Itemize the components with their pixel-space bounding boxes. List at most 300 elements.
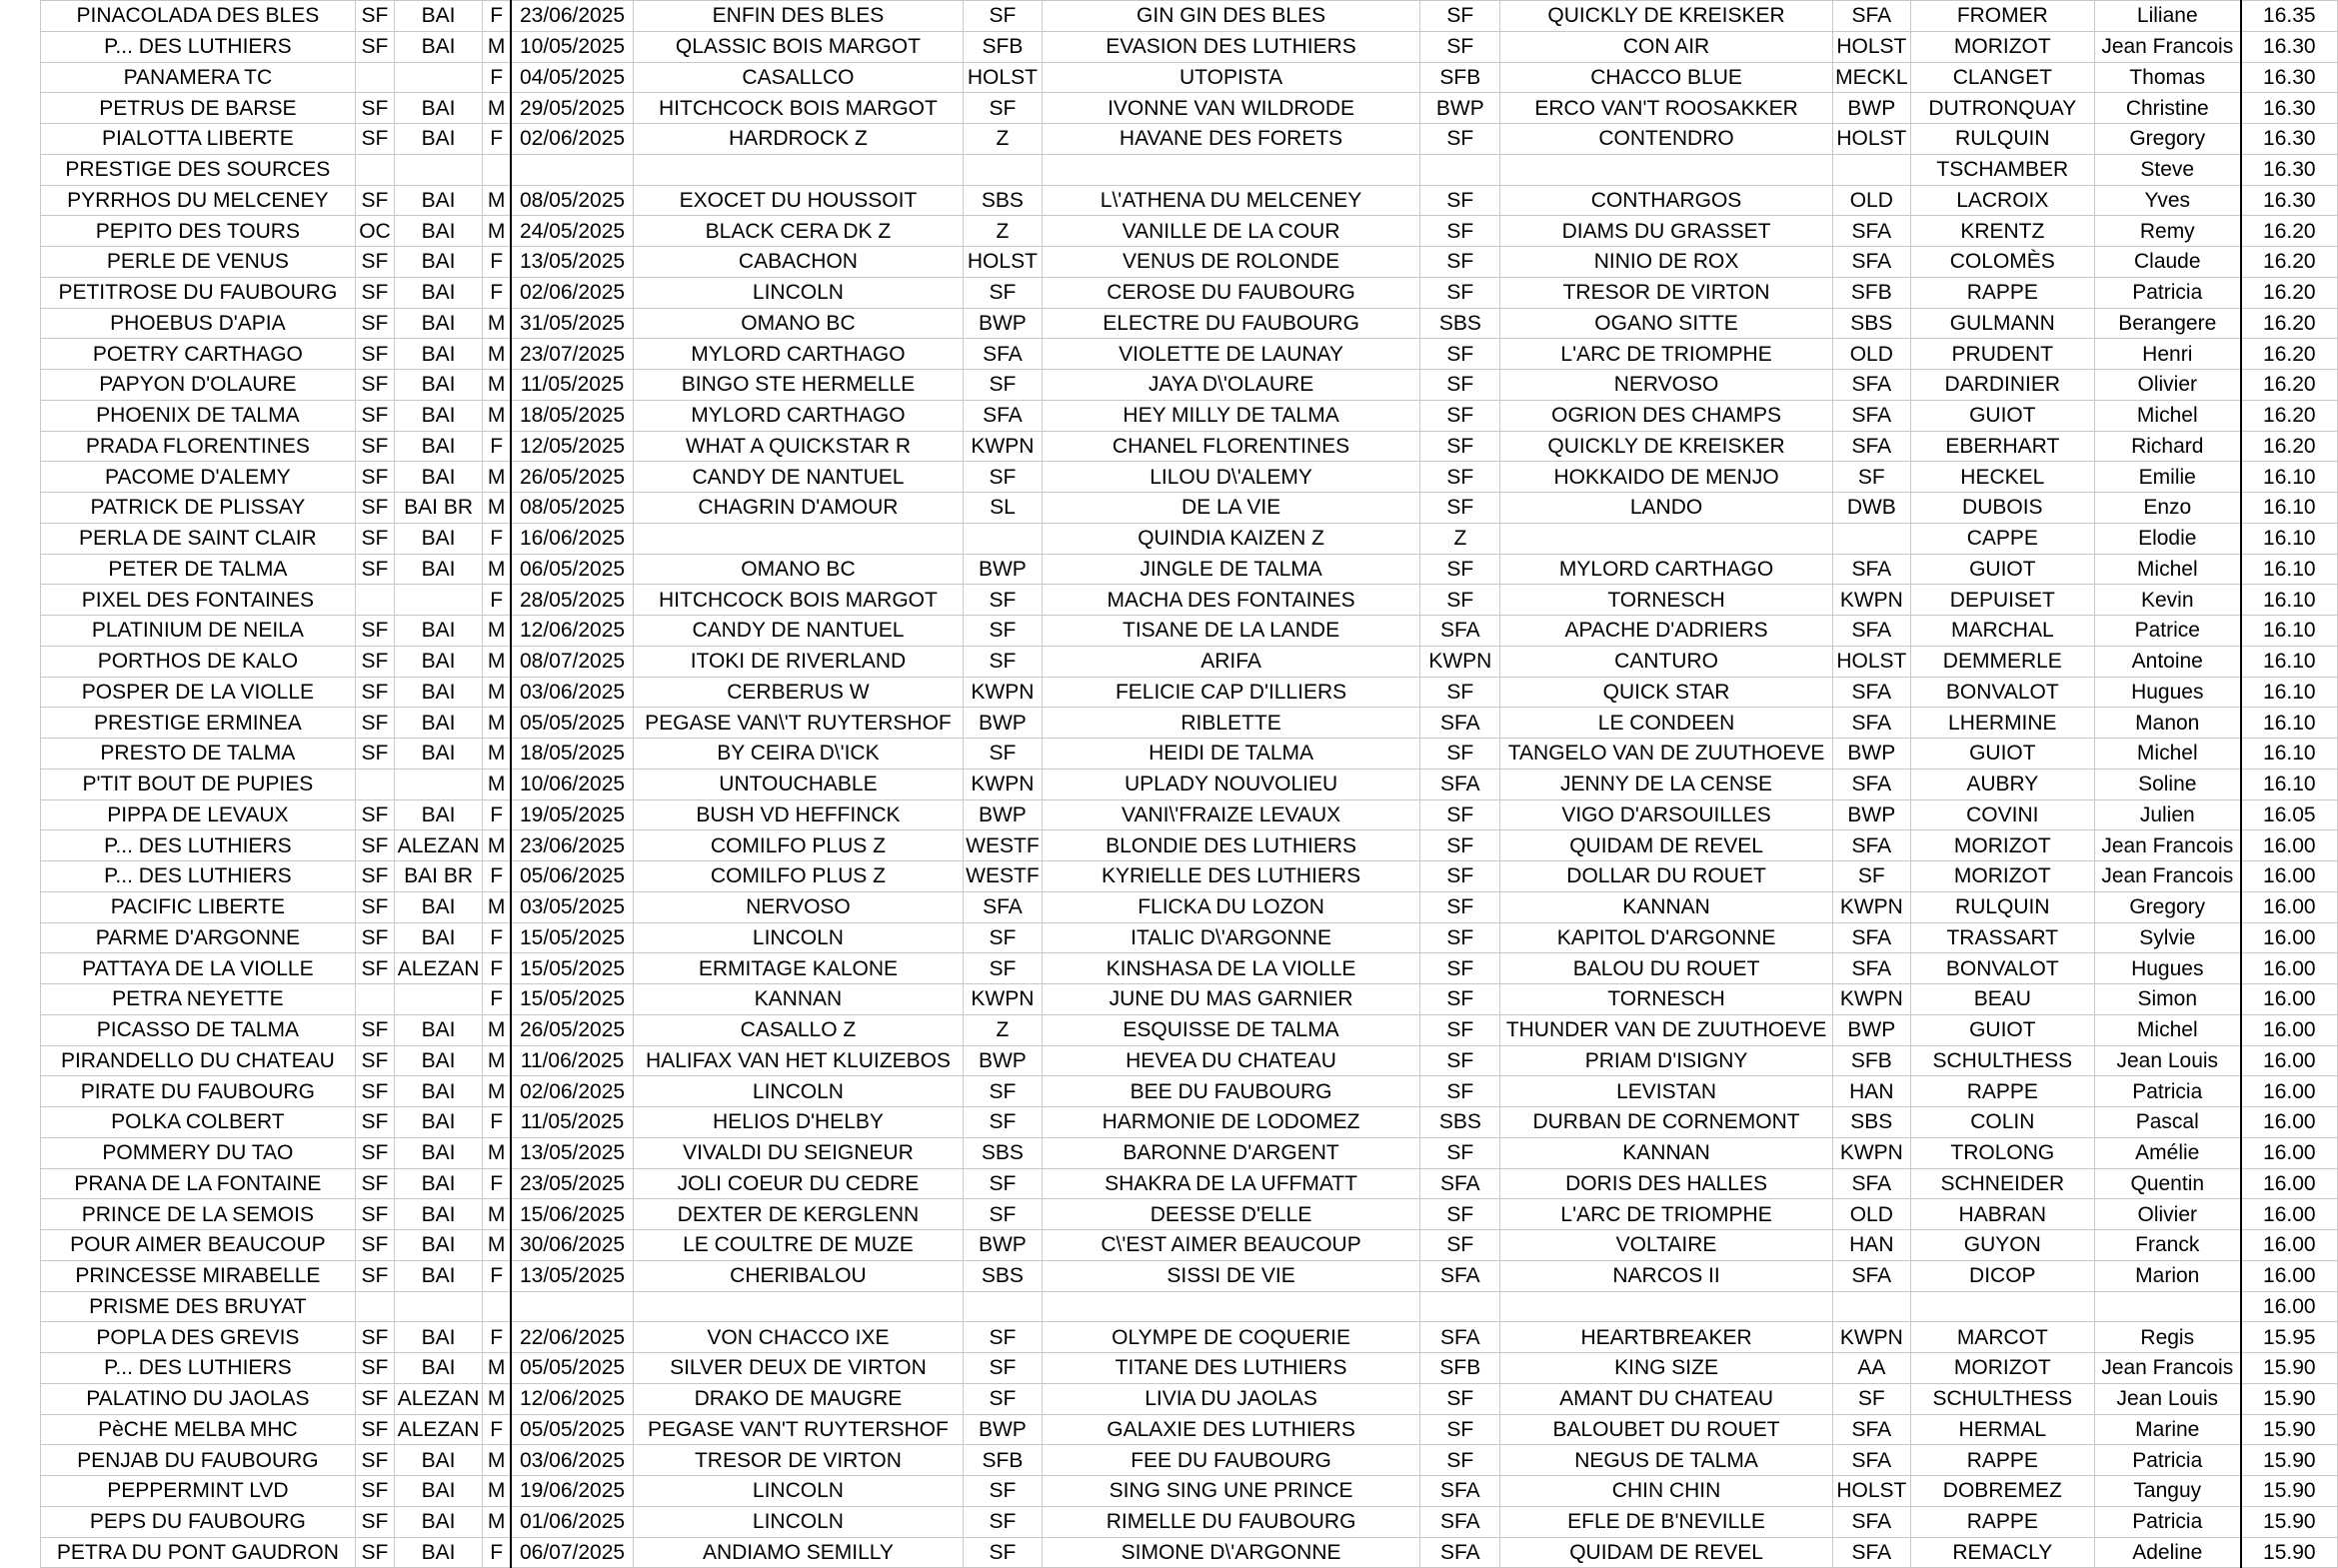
sex-cell: M: [482, 708, 511, 739]
breed-cell: SF: [355, 247, 394, 278]
owner-first-name-cell: Marion: [2094, 1260, 2240, 1291]
score-cell: 16.20: [2241, 431, 2338, 462]
horse-name-cell: PICASSO DE TALMA: [41, 1014, 356, 1045]
sire-breed-cell: SF: [964, 739, 1043, 770]
horse-name-cell: PETRA DU PONT GAUDRON: [41, 1537, 356, 1568]
color-cell: BAI: [395, 1014, 483, 1045]
sex-cell: M: [482, 370, 511, 401]
score-cell: 16.10: [2241, 677, 2338, 708]
dam-breed-cell: [1420, 154, 1500, 185]
score-cell: 16.30: [2241, 93, 2338, 124]
birth-date-cell: 12/06/2025: [511, 616, 633, 647]
birth-date-cell: 05/05/2025: [511, 1353, 633, 1384]
dam-cell: DEESSE D'ELLE: [1042, 1199, 1420, 1230]
sire-breed-cell: SF: [964, 1506, 1043, 1537]
dam-cell: VANI\'FRAIZE LEVAUX: [1042, 799, 1420, 830]
dam-cell: GIN GIN DES BLES: [1042, 1, 1420, 32]
owner-last-name-cell: RAPPE: [1910, 1506, 2094, 1537]
dam-sire-cell: BALOU DU ROUET: [1500, 953, 1833, 984]
sire-cell: NERVOSO: [633, 891, 963, 922]
owner-first-name-cell: [2094, 1291, 2240, 1322]
dam-sire-cell: KANNAN: [1500, 1137, 1833, 1168]
sex-cell: F: [482, 523, 511, 554]
score-cell: 16.00: [2241, 922, 2338, 953]
horse-name-cell: PHOEBUS D'APIA: [41, 308, 356, 339]
breed-cell: SF: [355, 1014, 394, 1045]
sire-cell: HITCHCOCK BOIS MARGOT: [633, 93, 963, 124]
breed-cell: SF: [355, 1168, 394, 1199]
owner-first-name-cell: Michel: [2094, 1014, 2240, 1045]
table-row: [41, 462, 2338, 493]
birth-date-cell: 03/06/2025: [511, 677, 633, 708]
dam-breed-cell: SFA: [1420, 1476, 1500, 1507]
birth-date-cell: 22/06/2025: [511, 1322, 633, 1353]
dam-sire-cell: CON AIR: [1500, 31, 1833, 62]
sire-cell: MYLORD CARTHAGO: [633, 339, 963, 370]
sex-cell: F: [482, 861, 511, 892]
score-cell: 15.90: [2241, 1537, 2338, 1568]
dam-sire-cell: NERVOSO: [1500, 370, 1833, 401]
dam-cell: FELICIE CAP D'ILLIERS: [1042, 677, 1420, 708]
sire-breed-cell: BWP: [964, 1230, 1043, 1261]
table-row: [41, 554, 2338, 585]
sire-breed-cell: BWP: [964, 1414, 1043, 1445]
horse-name-cell: P'TIT BOUT DE PUPIES: [41, 769, 356, 799]
horse-name-cell: PERLA DE SAINT CLAIR: [41, 523, 356, 554]
sire-breed-cell: Z: [964, 1014, 1043, 1045]
dam-sire-breed-cell: SFA: [1832, 1414, 1910, 1445]
dam-cell: HEIDI DE TALMA: [1042, 739, 1420, 770]
score-cell: 16.00: [2241, 861, 2338, 892]
owner-last-name-cell: CAPPE: [1910, 523, 2094, 554]
breed-cell: SF: [355, 1476, 394, 1507]
color-cell: BAI: [395, 1260, 483, 1291]
sire-breed-cell: SF: [964, 953, 1043, 984]
score-cell: 16.20: [2241, 277, 2338, 308]
owner-first-name-cell: Michel: [2094, 739, 2240, 770]
score-cell: 16.00: [2241, 1045, 2338, 1076]
breed-cell: SF: [355, 523, 394, 554]
dam-sire-cell: TANGELO VAN DE ZUUTHOEVE: [1500, 739, 1833, 770]
color-cell: BAI: [395, 216, 483, 247]
dam-cell: ESQUISSE DE TALMA: [1042, 1014, 1420, 1045]
owner-last-name-cell: KRENTZ: [1910, 216, 2094, 247]
sire-cell: BINGO STE HERMELLE: [633, 370, 963, 401]
breed-cell: SF: [355, 339, 394, 370]
birth-date-cell: 13/05/2025: [511, 1260, 633, 1291]
breed-cell: SF: [355, 124, 394, 155]
sire-breed-cell: SF: [964, 1168, 1043, 1199]
breed-cell: SF: [355, 799, 394, 830]
breed-cell: SF: [355, 922, 394, 953]
owner-last-name-cell: MARCOT: [1910, 1322, 2094, 1353]
breed-cell: SF: [355, 277, 394, 308]
birth-date-cell: 08/05/2025: [511, 493, 633, 524]
sire-breed-cell: SF: [964, 1476, 1043, 1507]
dam-cell: CEROSE DU FAUBOURG: [1042, 277, 1420, 308]
dam-sire-breed-cell: SF: [1832, 1383, 1910, 1414]
color-cell: BAI: [395, 1353, 483, 1384]
dam-sire-cell: QUICKLY DE KREISKER: [1500, 1, 1833, 32]
horse-name-cell: PRISME DES BRUYAT: [41, 1291, 356, 1322]
breed-cell: [355, 1291, 394, 1322]
sex-cell: M: [482, 1353, 511, 1384]
dam-breed-cell: SBS: [1420, 1107, 1500, 1138]
table-row: [41, 400, 2338, 431]
dam-sire-breed-cell: SFB: [1832, 277, 1910, 308]
score-cell: 16.00: [2241, 1230, 2338, 1261]
birth-date-cell: 19/05/2025: [511, 799, 633, 830]
sire-breed-cell: SF: [964, 1107, 1043, 1138]
sex-cell: F: [482, 984, 511, 1015]
table-row: [41, 1137, 2338, 1168]
owner-first-name-cell: Hugues: [2094, 953, 2240, 984]
dam-cell: ITALIC D\'ARGONNE: [1042, 922, 1420, 953]
sire-breed-cell: HOLST: [964, 62, 1043, 93]
dam-sire-cell: VOLTAIRE: [1500, 1230, 1833, 1261]
table-row: [41, 154, 2338, 185]
color-cell: BAI: [395, 1199, 483, 1230]
birth-date-cell: 30/06/2025: [511, 1230, 633, 1261]
dam-sire-breed-cell: [1832, 154, 1910, 185]
sire-cell: [633, 523, 963, 554]
breed-cell: SF: [355, 31, 394, 62]
sire-cell: ERMITAGE KALONE: [633, 953, 963, 984]
color-cell: BAI: [395, 1322, 483, 1353]
dam-cell: HARMONIE DE LODOMEZ: [1042, 1107, 1420, 1138]
horse-name-cell: PIALOTTA LIBERTE: [41, 124, 356, 155]
dam-cell: SIMONE D\'ARGONNE: [1042, 1537, 1420, 1568]
dam-cell: ARIFA: [1042, 646, 1420, 677]
owner-first-name-cell: Steve: [2094, 154, 2240, 185]
table-row: [41, 308, 2338, 339]
breed-cell: SF: [355, 1353, 394, 1384]
owner-last-name-cell: TSCHAMBER: [1910, 154, 2094, 185]
breed-cell: SF: [355, 1230, 394, 1261]
color-cell: [395, 585, 483, 616]
sex-cell: M: [482, 462, 511, 493]
score-cell: 16.10: [2241, 523, 2338, 554]
birth-date-cell: 23/06/2025: [511, 1, 633, 32]
table-row: [41, 1476, 2338, 1507]
color-cell: BAI: [395, 185, 483, 216]
breed-cell: [355, 984, 394, 1015]
color-cell: ALEZAN: [395, 1383, 483, 1414]
breed-cell: SF: [355, 1537, 394, 1568]
sire-cell: BLACK CERA DK Z: [633, 216, 963, 247]
dam-sire-cell: LEVISTAN: [1500, 1076, 1833, 1107]
color-cell: BAI: [395, 93, 483, 124]
sire-cell: VON CHACCO IXE: [633, 1322, 963, 1353]
dam-sire-cell: L'ARC DE TRIOMPHE: [1500, 339, 1833, 370]
color-cell: [395, 154, 483, 185]
dam-sire-cell: TORNESCH: [1500, 585, 1833, 616]
birth-date-cell: 06/05/2025: [511, 554, 633, 585]
dam-sire-breed-cell: HOLST: [1832, 1476, 1910, 1507]
sex-cell: M: [482, 677, 511, 708]
birth-date-cell: 08/05/2025: [511, 185, 633, 216]
sex-cell: M: [482, 646, 511, 677]
sire-breed-cell: SFA: [964, 400, 1043, 431]
dam-cell: HAVANE DES FORETS: [1042, 124, 1420, 155]
sex-cell: F: [482, 1, 511, 32]
sex-cell: M: [482, 830, 511, 861]
dam-cell: FEE DU FAUBOURG: [1042, 1445, 1420, 1476]
color-cell: BAI: [395, 1, 483, 32]
table-row: [41, 799, 2338, 830]
dam-sire-breed-cell: OLD: [1832, 185, 1910, 216]
dam-sire-cell: CANTURO: [1500, 646, 1833, 677]
dam-sire-breed-cell: HOLST: [1832, 124, 1910, 155]
sex-cell: M: [482, 1199, 511, 1230]
owner-last-name-cell: BEAU: [1910, 984, 2094, 1015]
dam-sire-cell: DOLLAR DU ROUET: [1500, 861, 1833, 892]
sire-breed-cell: SF: [964, 277, 1043, 308]
dam-cell: VIOLETTE DE LAUNAY: [1042, 339, 1420, 370]
sire-breed-cell: BWP: [964, 708, 1043, 739]
horse-name-cell: PRESTO DE TALMA: [41, 739, 356, 770]
table-row: [41, 1291, 2338, 1322]
dam-cell: SISSI DE VIE: [1042, 1260, 1420, 1291]
score-cell: 15.90: [2241, 1476, 2338, 1507]
owner-first-name-cell: Remy: [2094, 216, 2240, 247]
score-cell: 16.20: [2241, 308, 2338, 339]
dam-cell: LIVIA DU JAOLAS: [1042, 1383, 1420, 1414]
breed-cell: SF: [355, 830, 394, 861]
birth-date-cell: 11/05/2025: [511, 370, 633, 401]
color-cell: BAI: [395, 1230, 483, 1261]
sire-cell: CASALLO Z: [633, 1014, 963, 1045]
sire-breed-cell: BWP: [964, 1045, 1043, 1076]
breed-cell: SF: [355, 554, 394, 585]
owner-last-name-cell: BONVALOT: [1910, 677, 2094, 708]
dam-breed-cell: BWP: [1420, 93, 1500, 124]
breed-cell: [355, 154, 394, 185]
dam-breed-cell: Z: [1420, 523, 1500, 554]
dam-breed-cell: SFB: [1420, 1353, 1500, 1384]
score-cell: 16.30: [2241, 31, 2338, 62]
dam-cell: SHAKRA DE LA UFFMATT: [1042, 1168, 1420, 1199]
horse-name-cell: POETRY CARTHAGO: [41, 339, 356, 370]
dam-sire-breed-cell: SBS: [1832, 308, 1910, 339]
sire-breed-cell: SF: [964, 922, 1043, 953]
score-cell: 16.00: [2241, 1137, 2338, 1168]
score-cell: 16.10: [2241, 646, 2338, 677]
dam-breed-cell: SF: [1420, 984, 1500, 1015]
sex-cell: M: [482, 308, 511, 339]
score-cell: 15.90: [2241, 1414, 2338, 1445]
breed-cell: SF: [355, 1199, 394, 1230]
sire-breed-cell: SF: [964, 462, 1043, 493]
dam-cell: FLICKA DU LOZON: [1042, 891, 1420, 922]
dam-sire-cell: ERCO VAN'T ROOSAKKER: [1500, 93, 1833, 124]
table-row: [41, 769, 2338, 799]
dam-sire-breed-cell: BWP: [1832, 93, 1910, 124]
dam-cell: BLONDIE DES LUTHIERS: [1042, 830, 1420, 861]
dam-breed-cell: SF: [1420, 1199, 1500, 1230]
dam-sire-cell: QUIDAM DE REVEL: [1500, 830, 1833, 861]
sire-breed-cell: SF: [964, 1537, 1043, 1568]
dam-breed-cell: SF: [1420, 1230, 1500, 1261]
breed-cell: SF: [355, 1137, 394, 1168]
horse-name-cell: POLKA COLBERT: [41, 1107, 356, 1138]
table-row: [41, 216, 2338, 247]
score-cell: 15.90: [2241, 1506, 2338, 1537]
sire-cell: WHAT A QUICKSTAR R: [633, 431, 963, 462]
horse-name-cell: PRESTIGE DES SOURCES: [41, 154, 356, 185]
owner-last-name-cell: [1910, 1291, 2094, 1322]
birth-date-cell: 03/06/2025: [511, 1445, 633, 1476]
color-cell: BAI: [395, 431, 483, 462]
dam-sire-cell: OGRION DES CHAMPS: [1500, 400, 1833, 431]
score-cell: 16.10: [2241, 616, 2338, 647]
dam-breed-cell: SF: [1420, 799, 1500, 830]
dam-cell: JAYA D\'OLAURE: [1042, 370, 1420, 401]
dam-breed-cell: SFA: [1420, 769, 1500, 799]
birth-date-cell: 28/05/2025: [511, 585, 633, 616]
birth-date-cell: 29/05/2025: [511, 93, 633, 124]
dam-sire-cell: KING SIZE: [1500, 1353, 1833, 1384]
breed-cell: [355, 62, 394, 93]
birth-date-cell: 18/05/2025: [511, 739, 633, 770]
owner-first-name-cell: Marine: [2094, 1414, 2240, 1445]
owner-first-name-cell: Pascal: [2094, 1107, 2240, 1138]
score-cell: 16.30: [2241, 154, 2338, 185]
dam-cell: HEY MILLY DE TALMA: [1042, 400, 1420, 431]
dam-sire-cell: DURBAN DE CORNEMONT: [1500, 1107, 1833, 1138]
horse-name-cell: PERLE DE VENUS: [41, 247, 356, 278]
sire-breed-cell: SF: [964, 93, 1043, 124]
table-row: [41, 1322, 2338, 1353]
sire-cell: LINCOLN: [633, 1076, 963, 1107]
dam-breed-cell: SFA: [1420, 1537, 1500, 1568]
dam-cell: SING SING UNE PRINCE: [1042, 1476, 1420, 1507]
dam-sire-cell: [1500, 154, 1833, 185]
owner-last-name-cell: DOBREMEZ: [1910, 1476, 2094, 1507]
owner-first-name-cell: Quentin: [2094, 1168, 2240, 1199]
owner-last-name-cell: DARDINIER: [1910, 370, 2094, 401]
owner-last-name-cell: SCHNEIDER: [1910, 1168, 2094, 1199]
owner-last-name-cell: AUBRY: [1910, 769, 2094, 799]
sire-breed-cell: BWP: [964, 308, 1043, 339]
color-cell: BAI: [395, 1506, 483, 1537]
breed-cell: SF: [355, 1322, 394, 1353]
sire-breed-cell: SL: [964, 493, 1043, 524]
sire-cell: CHAGRIN D'AMOUR: [633, 493, 963, 524]
dam-breed-cell: SF: [1420, 830, 1500, 861]
owner-last-name-cell: RULQUIN: [1910, 124, 2094, 155]
dam-sire-cell: HOKKAIDO DE MENJO: [1500, 462, 1833, 493]
color-cell: BAI: [395, 308, 483, 339]
dam-sire-breed-cell: OLD: [1832, 1199, 1910, 1230]
dam-sire-breed-cell: SFA: [1832, 1260, 1910, 1291]
score-cell: 16.10: [2241, 493, 2338, 524]
dam-breed-cell: [1420, 1291, 1500, 1322]
dam-sire-cell: CONTENDRO: [1500, 124, 1833, 155]
owner-first-name-cell: Hugues: [2094, 677, 2240, 708]
score-cell: 16.00: [2241, 1107, 2338, 1138]
table-row: [41, 1383, 2338, 1414]
dam-cell: TITANE DES LUTHIERS: [1042, 1353, 1420, 1384]
horse-name-cell: P... DES LUTHIERS: [41, 861, 356, 892]
dam-breed-cell: SF: [1420, 462, 1500, 493]
sire-cell: CABACHON: [633, 247, 963, 278]
birth-date-cell: 16/06/2025: [511, 523, 633, 554]
dam-breed-cell: SF: [1420, 124, 1500, 155]
table-row: [41, 1107, 2338, 1138]
horse-name-cell: PETRA NEYETTE: [41, 984, 356, 1015]
results-table: [40, 0, 2338, 1568]
dam-breed-cell: SF: [1420, 185, 1500, 216]
sire-cell: DRAKO DE MAUGRE: [633, 1383, 963, 1414]
sex-cell: M: [482, 1137, 511, 1168]
owner-last-name-cell: EBERHART: [1910, 431, 2094, 462]
horse-name-cell: PIXEL DES FONTAINES: [41, 585, 356, 616]
breed-cell: SF: [355, 677, 394, 708]
dam-sire-cell: TORNESCH: [1500, 984, 1833, 1015]
table-row: [41, 1168, 2338, 1199]
table-row: [41, 185, 2338, 216]
sire-breed-cell: SF: [964, 370, 1043, 401]
dam-cell: IVONNE VAN WILDRODE: [1042, 93, 1420, 124]
dam-breed-cell: SF: [1420, 431, 1500, 462]
dam-breed-cell: SFA: [1420, 708, 1500, 739]
score-cell: 16.00: [2241, 953, 2338, 984]
dam-sire-breed-cell: KWPN: [1832, 984, 1910, 1015]
sire-breed-cell: SF: [964, 1199, 1043, 1230]
sire-cell: CERBERUS W: [633, 677, 963, 708]
breed-cell: SF: [355, 891, 394, 922]
color-cell: BAI: [395, 646, 483, 677]
dam-breed-cell: SFB: [1420, 62, 1500, 93]
sex-cell: [482, 1291, 511, 1322]
dam-cell: HEVEA DU CHATEAU: [1042, 1045, 1420, 1076]
score-cell: 16.20: [2241, 400, 2338, 431]
dam-cell: L\'ATHENA DU MELCENEY: [1042, 185, 1420, 216]
sex-cell: F: [482, 62, 511, 93]
score-cell: 16.35: [2241, 1, 2338, 32]
dam-breed-cell: SFA: [1420, 1506, 1500, 1537]
table-row: [41, 31, 2338, 62]
sire-breed-cell: Z: [964, 216, 1043, 247]
color-cell: ALEZAN: [395, 1414, 483, 1445]
sire-cell: HELIOS D'HELBY: [633, 1107, 963, 1138]
breed-cell: SF: [355, 1, 394, 32]
birth-date-cell: 31/05/2025: [511, 308, 633, 339]
dam-sire-cell: LANDO: [1500, 493, 1833, 524]
dam-sire-cell: AMANT DU CHATEAU: [1500, 1383, 1833, 1414]
breed-cell: SF: [355, 308, 394, 339]
score-cell: 16.05: [2241, 799, 2338, 830]
sire-breed-cell: [964, 523, 1043, 554]
owner-first-name-cell: Patricia: [2094, 1076, 2240, 1107]
owner-first-name-cell: Regis: [2094, 1322, 2240, 1353]
table-row: [41, 93, 2338, 124]
owner-first-name-cell: Michel: [2094, 554, 2240, 585]
dam-sire-breed-cell: KWPN: [1832, 1322, 1910, 1353]
sex-cell: F: [482, 1107, 511, 1138]
owner-last-name-cell: FROMER: [1910, 1, 2094, 32]
sex-cell: M: [482, 1383, 511, 1414]
dam-cell: [1042, 154, 1420, 185]
owner-last-name-cell: COVINI: [1910, 799, 2094, 830]
color-cell: BAI: [395, 554, 483, 585]
table-row: [41, 922, 2338, 953]
owner-first-name-cell: Elodie: [2094, 523, 2240, 554]
dam-cell: JUNE DU MAS GARNIER: [1042, 984, 1420, 1015]
sire-cell: COMILFO PLUS Z: [633, 861, 963, 892]
color-cell: BAI: [395, 616, 483, 647]
